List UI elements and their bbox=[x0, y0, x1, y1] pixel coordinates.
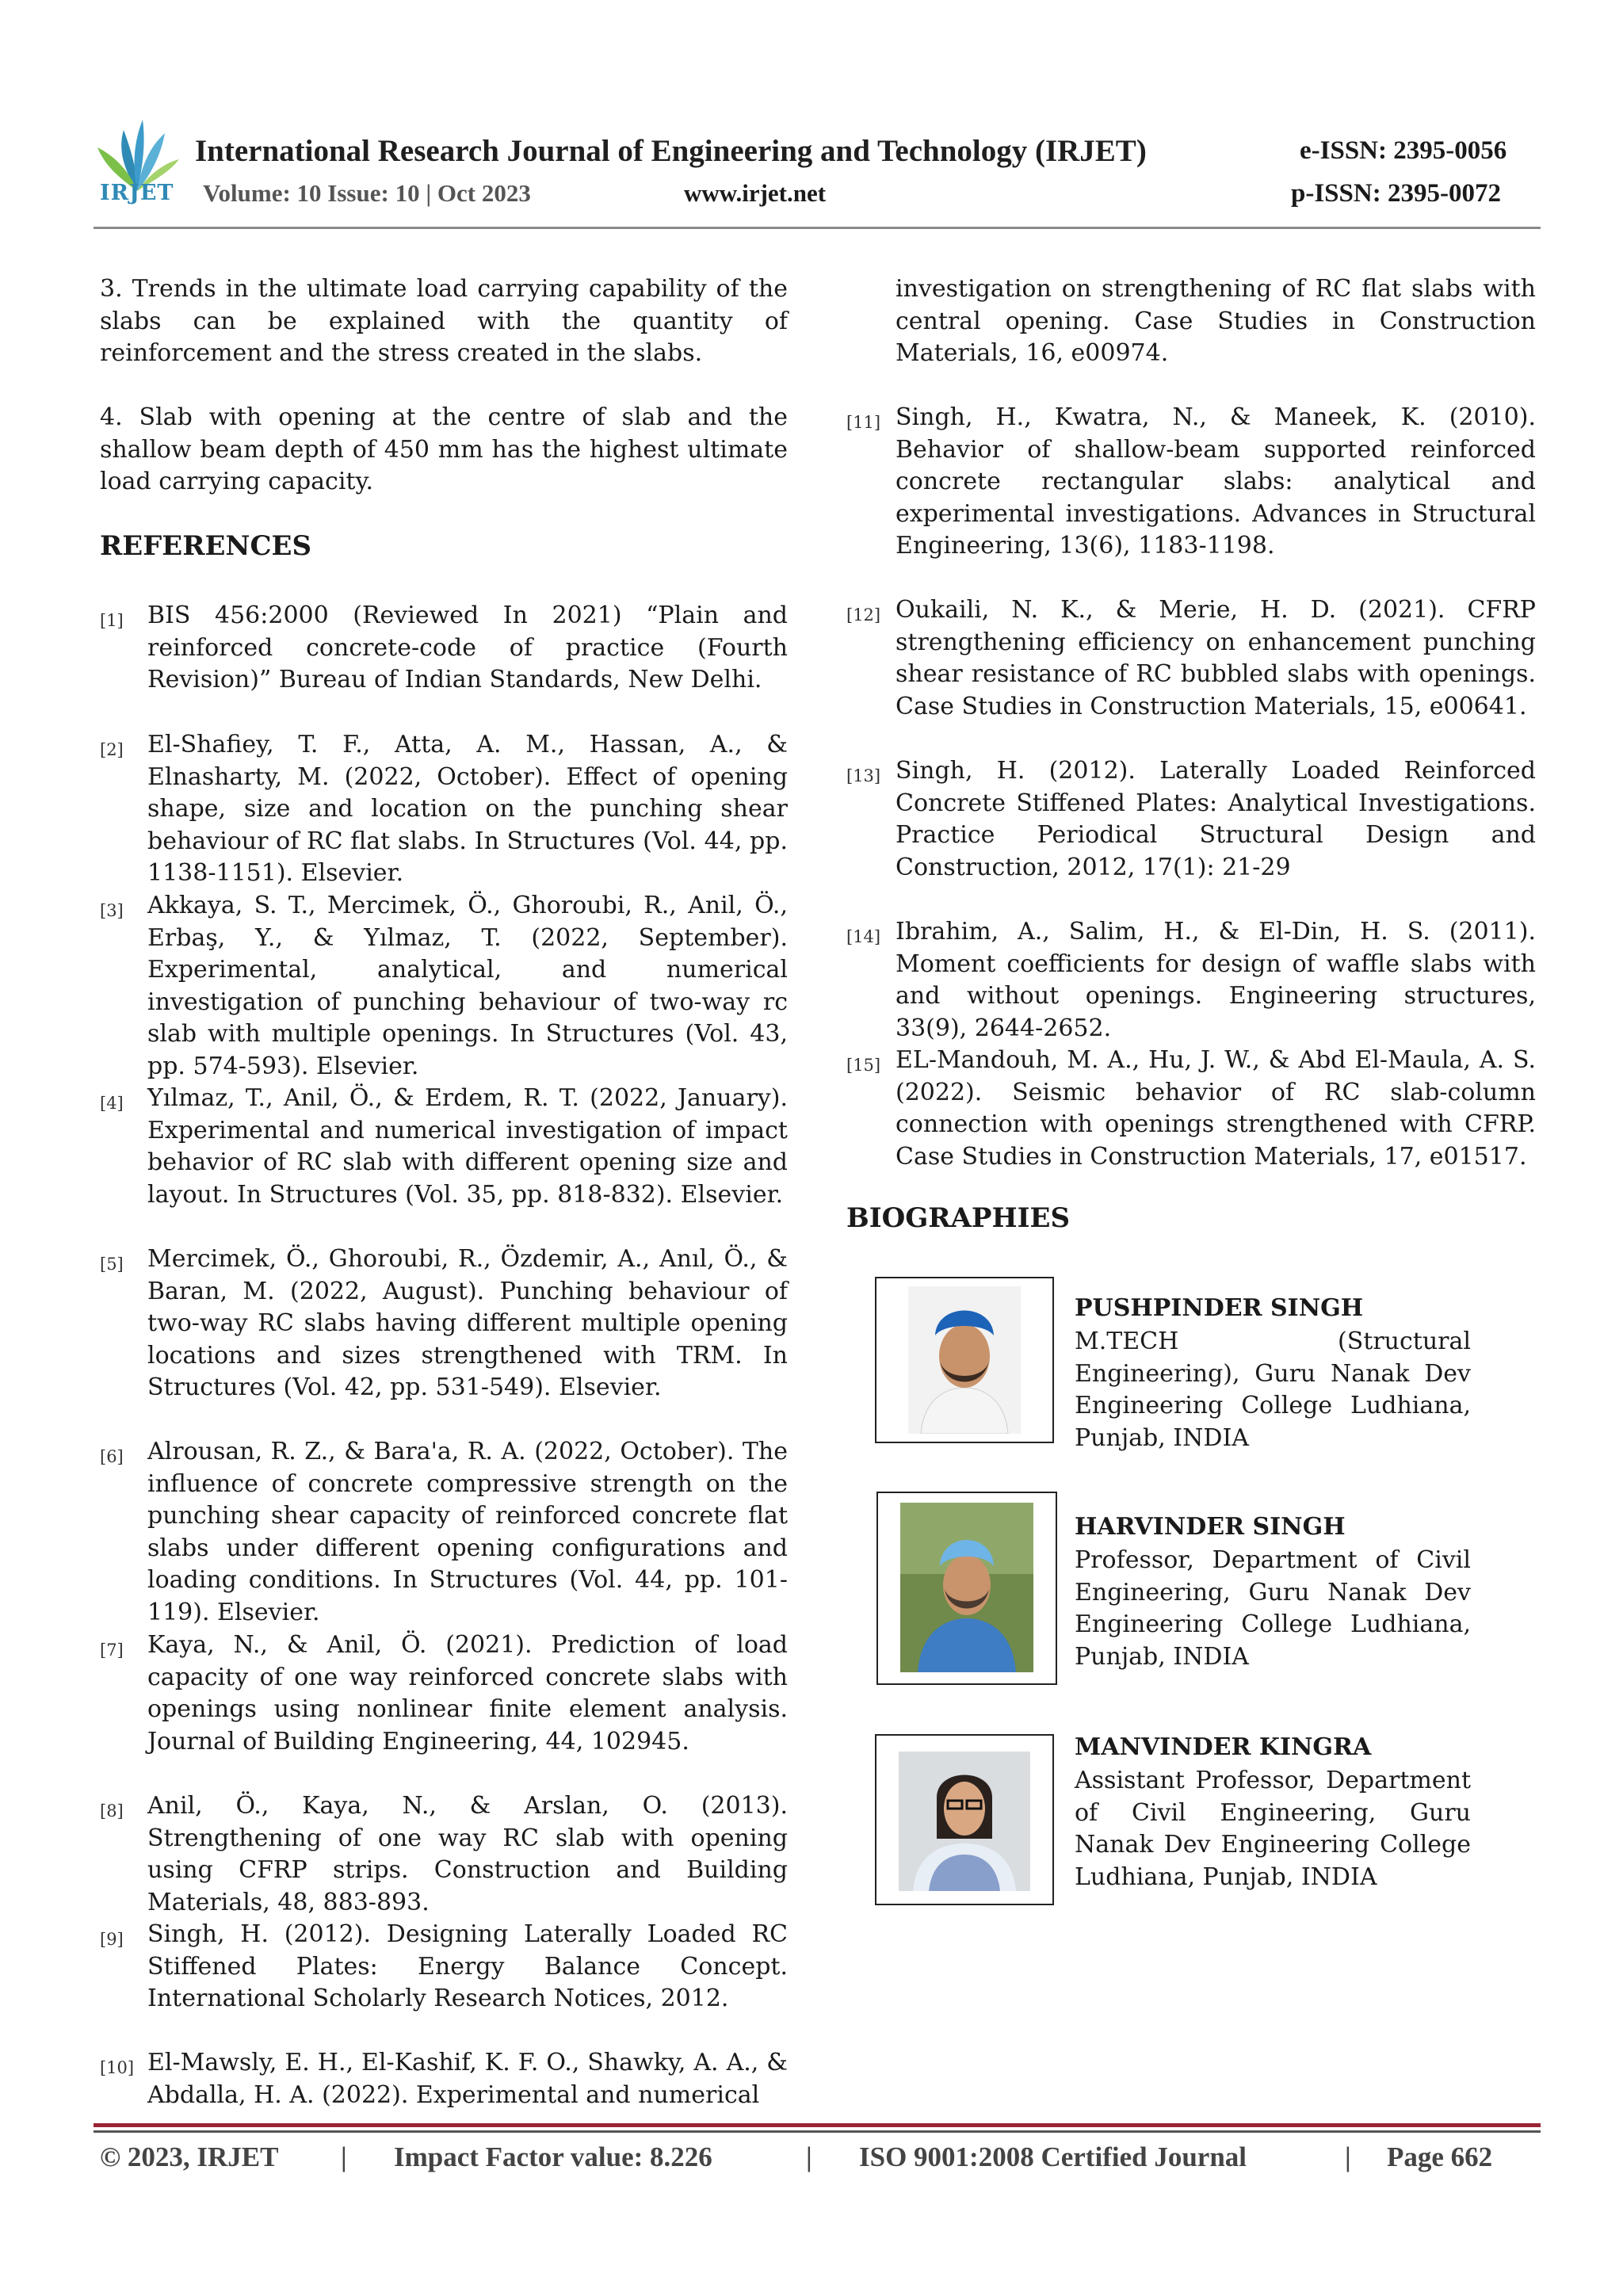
author-bio: Professor, Department of Civil Engineering, Guru Nanak Dev Engineering College Ludhiana, Punjab, INDIA bbox=[1075, 1546, 1471, 1671]
reference-text: Oukaili, N. K., & Merie, H. D. (2021). CFRP strengthening efficiency on enhancement punching shear resistance of RC bubbled slabs with openings. Case Studies in Construction Materials, 15, e00641. bbox=[896, 596, 1536, 720]
reference-text: EL-Mandouh, M. A., Hu, J. W., & Abd El-Maula, A. S. (2022). Seismic behavior of RC slab-column connection with openings strengthened with CFRP. Case Studies in Construction Materials, 17, e01517. bbox=[896, 1046, 1536, 1171]
reference-number: [14] bbox=[846, 927, 881, 946]
footer-divider bbox=[94, 2130, 1541, 2133]
reference-text: Ibrahim, A., Salim, H., & El-Din, H. S. (2011). Moment coefficients for design of waffle slabs with and without openings. Engineering structures, 33(9), 2644-2652. bbox=[896, 918, 1536, 1042]
reference-number: [7] bbox=[100, 1641, 124, 1660]
reference-text: BIS 456:2000 (Reviewed In 2021) “Plain and reinforced concrete-code of practice (Fourth Revision)” Bureau of Indian Standards, New Delhi. bbox=[147, 602, 788, 693]
reference-text: Mercimek, Ö., Ghoroubi, R., Özdemir, A., Anıl, Ö., & Baran, M. (2022, August). Punching behaviour of two-way RC slabs having different multiple opening locations and sizes strengthened with TRM. In Structures (Vol. 42, pp. 531-549). Elsevier. bbox=[147, 1245, 788, 1401]
reference-number: [10] bbox=[100, 2058, 135, 2077]
biographies-heading: BIOGRAPHIES bbox=[846, 1202, 1070, 1234]
reference-text: Singh, H. (2012). Designing Laterally Loaded RC Stiffened Plates: Energy Balance Concept. International Scholarly Research Notices, 2012. bbox=[147, 1920, 788, 2012]
footer-divider bbox=[94, 2123, 1541, 2127]
conclusion-item: 4. Slab with opening at the centre of slab and the shallow beam depth of 450 mm has the highest ultimate load carrying capacity. bbox=[100, 403, 788, 495]
footer-separator: | bbox=[341, 2141, 347, 2172]
reference-number: [2] bbox=[100, 740, 124, 759]
reference-number: [4] bbox=[100, 1094, 124, 1113]
author-photo-frame bbox=[875, 1734, 1054, 1905]
reference-text: Singh, H. (2012). Laterally Loaded Reinforced Concrete Stiffened Plates: Analytical Investigations. Practice Periodical Structural Design and Construction, 2012, 17(1): 21-29 bbox=[896, 757, 1536, 881]
author-photo-frame bbox=[875, 1277, 1054, 1443]
author-name: MANVINDER KINGRA bbox=[1075, 1733, 1372, 1761]
author-bio: Assistant Professor, Department of Civil Engineering, Guru Nanak Dev Engineering College Ludhiana, Punjab, INDIA bbox=[1075, 1767, 1471, 1891]
p-issn: p-ISSN: 2395-0072 bbox=[1291, 179, 1501, 208]
reference-text: Anil, Ö., Kaya, N., & Arslan, O. (2013). Strengthening of one way RC slab with opening using CFRP strips. Construction and Building Materials, 48, 883-893. bbox=[147, 1792, 788, 1916]
footer-iso: ISO 9001:2008 Certified Journal bbox=[859, 2141, 1247, 2172]
journal-title: International Research Journal of Engineering and Technology (IRJET) bbox=[195, 134, 1147, 168]
reference-text: Kaya, N., & Anil, Ö. (2021). Prediction of load capacity of one way reinforced concrete slabs with openings using nonlinear finite element analysis. Journal of Building Engineering, 44, 102945. bbox=[147, 1631, 788, 1755]
reference-text: Alrousan, R. Z., & Bara'a, R. A. (2022, October). The influence of concrete compressive strength on the punching shear capacity of reinforced concrete flat slabs under different opening configurations and loading conditions. In Structures (Vol. 44, pp. 101-119). Elsevier. bbox=[147, 1438, 788, 1626]
reference-number: [12] bbox=[846, 606, 881, 625]
footer-separator: | bbox=[1345, 2141, 1351, 2172]
author-name: PUSHPINDER SINGH bbox=[1075, 1294, 1364, 1322]
footer-impact-factor: Impact Factor value: 8.226 bbox=[394, 2141, 712, 2172]
reference-number: [13] bbox=[846, 766, 881, 785]
footer-separator: | bbox=[806, 2141, 812, 2172]
author-photo bbox=[899, 1752, 1030, 1891]
author-photo bbox=[900, 1503, 1033, 1672]
reference-text: El-Shafiey, T. F., Atta, A. M., Hassan, A., & Elnasharty, M. (2022, October). Effect of opening shape, size and location on the punching shear behaviour of RC flat slabs. In Structures (Vol. 44, pp. 1138-1151). Elsevier. bbox=[147, 731, 788, 887]
reference-number: [15] bbox=[846, 1056, 881, 1075]
reference-text: Akkaya, S. T., Mercimek, Ö., Ghoroubi, R., Anil, Ö., Erbaş, Y., & Yılmaz, T. (2022, September). Experimental, analytical, and numerical investigation of punching behaviour of two-way rc slab with multiple openings. In Structures (Vol. 43, pp. 574-593). Elsevier. bbox=[147, 892, 788, 1080]
e-issn: e-ISSN: 2395-0056 bbox=[1300, 136, 1507, 165]
reference-text: El-Mawsly, E. H., El-Kashif, K. F. O., Shawky, A. A., & Abdalla, H. A. (2022). Experimental and numerical bbox=[147, 2049, 788, 2109]
volume-issue: Volume: 10 Issue: 10 | Oct 2023 bbox=[203, 179, 531, 207]
reference-text: Yılmaz, T., Anil, Ö., & Erdem, R. T. (2022, January). Experimental and numerical investigation of impact behavior of RC slab with different opening size and layout. In Structures (Vol. 35, pp. 818-832). Elsevier. bbox=[147, 1084, 788, 1209]
reference-number: [9] bbox=[100, 1930, 124, 1949]
logo-wordmark: IRJET bbox=[100, 181, 174, 205]
reference-number: [11] bbox=[846, 413, 881, 432]
conclusion-item: 3. Trends in the ultimate load carrying capability of the slabs can be explained with the quantity of reinforcement and the stress created in the slabs. bbox=[100, 275, 788, 367]
footer-copyright: © 2023, IRJET bbox=[100, 2141, 279, 2172]
reference-number: [3] bbox=[100, 901, 124, 920]
author-photo-frame bbox=[876, 1492, 1057, 1685]
author-name: HARVINDER SINGH bbox=[1075, 1513, 1346, 1541]
reference-number: [8] bbox=[100, 1801, 124, 1820]
footer-page-number: Page 662 bbox=[1387, 2141, 1493, 2172]
reference-number: [1] bbox=[100, 611, 124, 630]
author-bio: M.TECH (Structural Engineering), Guru Nanak Dev Engineering College Ludhiana, Punjab, INDIA bbox=[1075, 1328, 1471, 1452]
header-divider bbox=[94, 227, 1541, 229]
author-photo bbox=[908, 1286, 1021, 1434]
reference-number: [6] bbox=[100, 1447, 124, 1466]
website-link[interactable]: www.irjet.net bbox=[684, 179, 827, 207]
reference-text: Singh, H., Kwatra, N., & Maneek, K. (2010). Behavior of shallow-beam supported reinforced concrete rectangular slabs: analytical and experimental investigations. Advances in Structural Engineering, 13(6), 1183-1198. bbox=[896, 403, 1536, 560]
references-heading: REFERENCES bbox=[100, 530, 312, 562]
reference-number: [5] bbox=[100, 1255, 124, 1274]
reference-text: investigation on strengthening of RC flat slabs with central opening. Case Studies in Construction Materials, 16, e00974. bbox=[896, 275, 1536, 367]
